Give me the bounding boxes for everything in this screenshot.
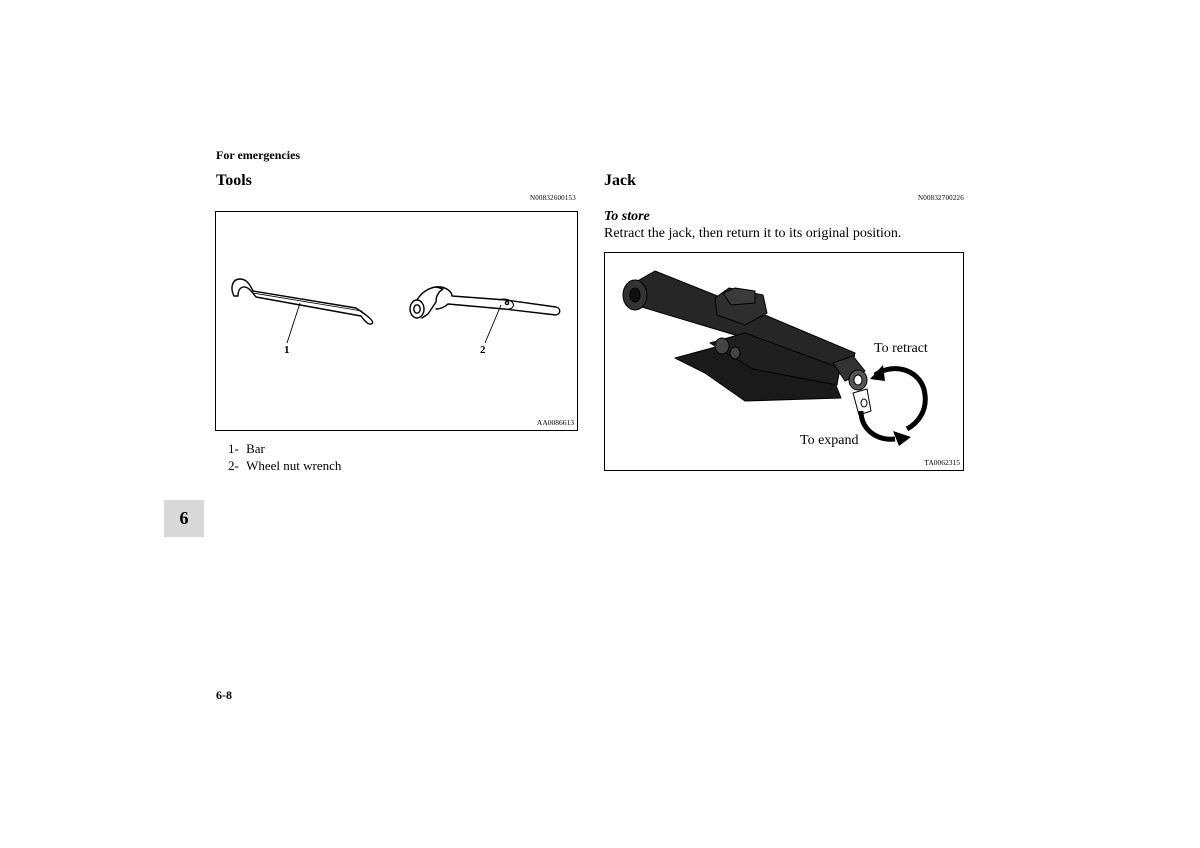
callout-2: 2: [480, 344, 486, 356]
rotation-arrows-icon: [861, 369, 925, 440]
tools-figure: [215, 211, 578, 431]
legend-number: 2-: [228, 458, 239, 473]
tools-reference-code: N00832600153: [530, 194, 576, 202]
wheel-nut-wrench-icon: [410, 287, 560, 318]
jack-figure-code: TA0062315: [924, 458, 960, 467]
tools-figure-code: AA0086613: [536, 418, 574, 427]
page-number: 6-8: [216, 688, 232, 702]
callout-1: 1: [284, 344, 290, 356]
legend-item: [228, 440, 341, 457]
bar-tool-icon: [232, 279, 373, 324]
legend-number: 1-: [228, 441, 239, 456]
jack-figure: [604, 252, 964, 471]
retract-label: To retract: [874, 341, 928, 356]
legend-item: [228, 457, 341, 474]
jack-reference-code: N00832700226: [918, 194, 964, 202]
jack-instruction: Retract the jack, then return it to its original position.: [604, 226, 902, 241]
scissor-jack-icon: [623, 271, 871, 415]
legend-text: Wheel nut wrench: [246, 458, 342, 473]
tools-legend: [228, 440, 341, 474]
jack-heading: Jack: [604, 172, 636, 189]
jack-subheading: To store: [604, 209, 650, 224]
tools-heading: Tools: [216, 172, 252, 189]
chapter-tab: 6: [164, 500, 204, 537]
expand-label: To expand: [800, 433, 859, 448]
tools-illustration: [216, 212, 577, 430]
section-header: For emergencies: [216, 148, 301, 162]
legend-text: Bar: [246, 441, 265, 456]
jack-illustration: [605, 253, 963, 470]
